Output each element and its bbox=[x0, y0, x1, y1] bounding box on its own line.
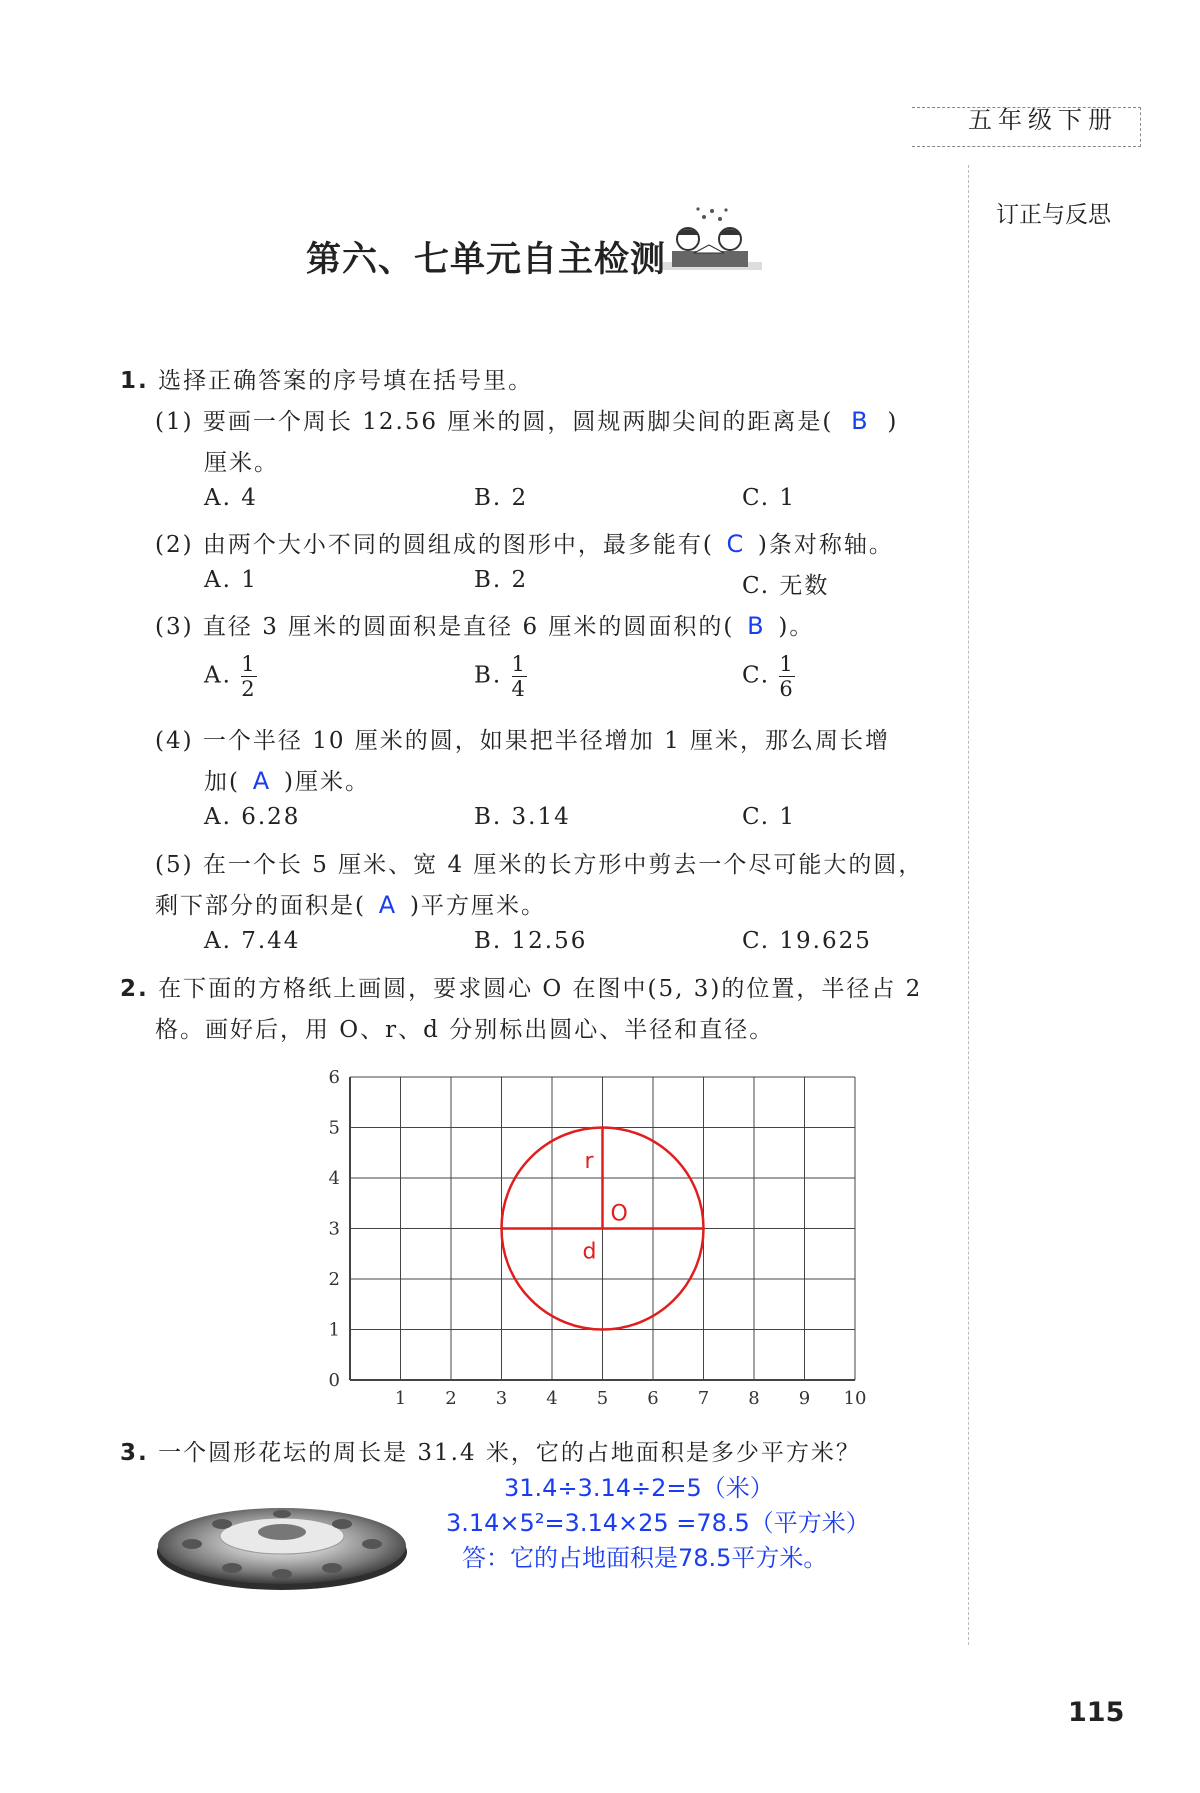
x-tick-label: 1 bbox=[394, 1388, 407, 1409]
q1-item-1-text: (1) 要画一个周长 12.56 厘米的圆，圆规两脚尖间的距离是( bbox=[155, 409, 834, 435]
y-tick-label: 2 bbox=[328, 1269, 340, 1290]
flower-bed-illustration bbox=[152, 1494, 412, 1594]
q1-item-3-answer: B bbox=[747, 612, 766, 640]
solution-step-2: 3.14×5²=3.14×25 =78.5（平方米） bbox=[446, 1509, 870, 1537]
x-tick-label: 8 bbox=[748, 1388, 760, 1409]
margin-divider bbox=[968, 165, 969, 1645]
y-tick-label: 0 bbox=[328, 1370, 340, 1391]
q1-item-1-answer: B bbox=[851, 407, 870, 435]
q1-item-4-text: 加( bbox=[204, 769, 240, 795]
x-tick-label: 5 bbox=[596, 1388, 609, 1409]
q1-item-5-line2 bbox=[155, 887, 546, 920]
q1-item-2-option-a: A. 1 bbox=[204, 567, 258, 593]
y-tick-label: 4 bbox=[328, 1168, 340, 1189]
question-3 bbox=[120, 1434, 861, 1467]
fraction-one-sixth bbox=[779, 652, 794, 701]
y-tick-label: 1 bbox=[328, 1319, 340, 1341]
q1-item-5-close: )平方厘米。 bbox=[409, 893, 546, 919]
q1-item-4-close: )厘米。 bbox=[283, 769, 370, 795]
x-tick-label: 3 bbox=[495, 1388, 508, 1409]
q1-item-2-text: (2) 由两个大小不同的圆组成的图形中，最多能有( bbox=[155, 532, 714, 558]
numerator: 1 bbox=[511, 652, 527, 676]
y-tick-label: 6 bbox=[328, 1067, 340, 1088]
q1-item-1-line1 bbox=[155, 403, 898, 436]
students-reading-icon bbox=[664, 205, 760, 277]
q1-item-1-line2: 厘米。 bbox=[204, 450, 279, 476]
q1-item-4-line1: (4) 一个半径 10 厘米的圆，如果把半径增加 1 厘米，那么周长增 bbox=[155, 728, 891, 754]
y-tick-label: 5 bbox=[328, 1117, 340, 1139]
correction-reflection-heading: 订正与反思 bbox=[996, 202, 1111, 228]
q1-item-4-answer: A bbox=[252, 767, 272, 795]
q1-item-1-option-c: C. 1 bbox=[742, 485, 797, 511]
q1-item-4-line2 bbox=[204, 763, 370, 796]
q1-item-4-option-b: B. 3.14 bbox=[474, 804, 571, 830]
question-1-stem: 选择正确答案的序号填在括号里。 bbox=[158, 368, 534, 394]
q1-item-2-line1 bbox=[155, 526, 894, 559]
question-2-line1 bbox=[120, 970, 922, 1003]
x-tick-label: 2 bbox=[445, 1388, 457, 1409]
x-tick-label: 9 bbox=[798, 1388, 811, 1409]
q1-item-1-close: ) bbox=[887, 409, 899, 435]
solution-answer: 答：它的占地面积是78.5平方米。 bbox=[462, 1544, 828, 1572]
q1-item-5-option-b: B. 12.56 bbox=[474, 928, 588, 954]
x-tick-label: 10 bbox=[843, 1388, 867, 1409]
q1-item-1-option-a: A. 4 bbox=[204, 485, 258, 511]
q1-item-3-option-b bbox=[474, 652, 527, 701]
q1-item-3-close: )。 bbox=[778, 614, 815, 640]
question-1-number: 1. bbox=[120, 368, 149, 394]
denominator: 2 bbox=[241, 677, 257, 701]
x-tick-label: 4 bbox=[546, 1388, 558, 1409]
fraction-one-quarter bbox=[512, 652, 527, 701]
question-2-number: 2. bbox=[120, 976, 149, 1002]
question-2-line2: 格。画好后，用 O、r、d 分别标出圆心、半径和直径。 bbox=[155, 1017, 775, 1043]
diameter-label-d: d bbox=[582, 1239, 597, 1265]
coordinate-grid-chart bbox=[320, 1060, 867, 1410]
q1-item-5-line1: (5) 在一个长 5 厘米、宽 4 厘米的长方形中剪去一个尽可能大的圆， bbox=[155, 852, 924, 878]
page-title: 第六、七单元自主检测 bbox=[306, 239, 667, 280]
denominator: 6 bbox=[779, 677, 795, 701]
numerator: 1 bbox=[241, 652, 257, 676]
y-tick-label: 3 bbox=[328, 1218, 340, 1240]
center-label-o: O bbox=[610, 1201, 628, 1227]
q1-item-2-option-b: B. 2 bbox=[474, 567, 529, 593]
q1-item-1-option-b: B. 2 bbox=[474, 485, 529, 511]
page-number: 115 bbox=[1068, 1697, 1125, 1728]
q1-item-5-option-a: A. 7.44 bbox=[204, 928, 301, 954]
q1-item-4-option-a: A. 6.28 bbox=[204, 804, 301, 830]
q1-item-4-option-c: C. 1 bbox=[742, 804, 797, 830]
q1-item-5-answer: A bbox=[378, 891, 398, 919]
grade-label: 五年级下册 bbox=[968, 106, 1118, 134]
denominator: 4 bbox=[511, 677, 527, 701]
q1-item-3-option-c bbox=[742, 652, 795, 701]
x-tick-label: 6 bbox=[647, 1388, 659, 1409]
question-3-stem: 一个圆形花坛的周长是 31.4 米，它的占地面积是多少平方米？ bbox=[158, 1440, 861, 1466]
question-1 bbox=[120, 362, 533, 395]
radius-label-r: r bbox=[584, 1148, 594, 1174]
q1-item-3-text: (3) 直径 3 厘米的圆面积是直径 6 厘米的圆面积的( bbox=[155, 614, 735, 640]
numerator: 1 bbox=[779, 652, 795, 676]
q1-item-3-option-a bbox=[204, 652, 257, 701]
q1-item-5-option-c: C. 19.625 bbox=[742, 928, 872, 954]
fraction-one-half bbox=[241, 652, 256, 701]
q1-item-2-answer: C bbox=[726, 530, 746, 558]
option-b-label: B. bbox=[474, 662, 503, 689]
q1-item-2-option-c: C. 无数 bbox=[742, 573, 830, 599]
option-a-label: A. bbox=[204, 662, 232, 689]
x-tick-label: 7 bbox=[697, 1388, 710, 1409]
question-2-stem: 在下面的方格纸上画圆，要求圆心 O 在图中(5, 3)的位置，半径占 2 bbox=[158, 976, 923, 1002]
q1-item-5-text: 剩下部分的面积是( bbox=[155, 893, 366, 919]
q1-item-3-line1 bbox=[155, 608, 814, 641]
q1-item-2-close: )条对称轴。 bbox=[757, 532, 894, 558]
question-3-number: 3. bbox=[120, 1440, 149, 1466]
solution-step-1: 31.4÷3.14÷2=5（米） bbox=[504, 1474, 774, 1502]
option-c-label: C. bbox=[742, 662, 771, 689]
